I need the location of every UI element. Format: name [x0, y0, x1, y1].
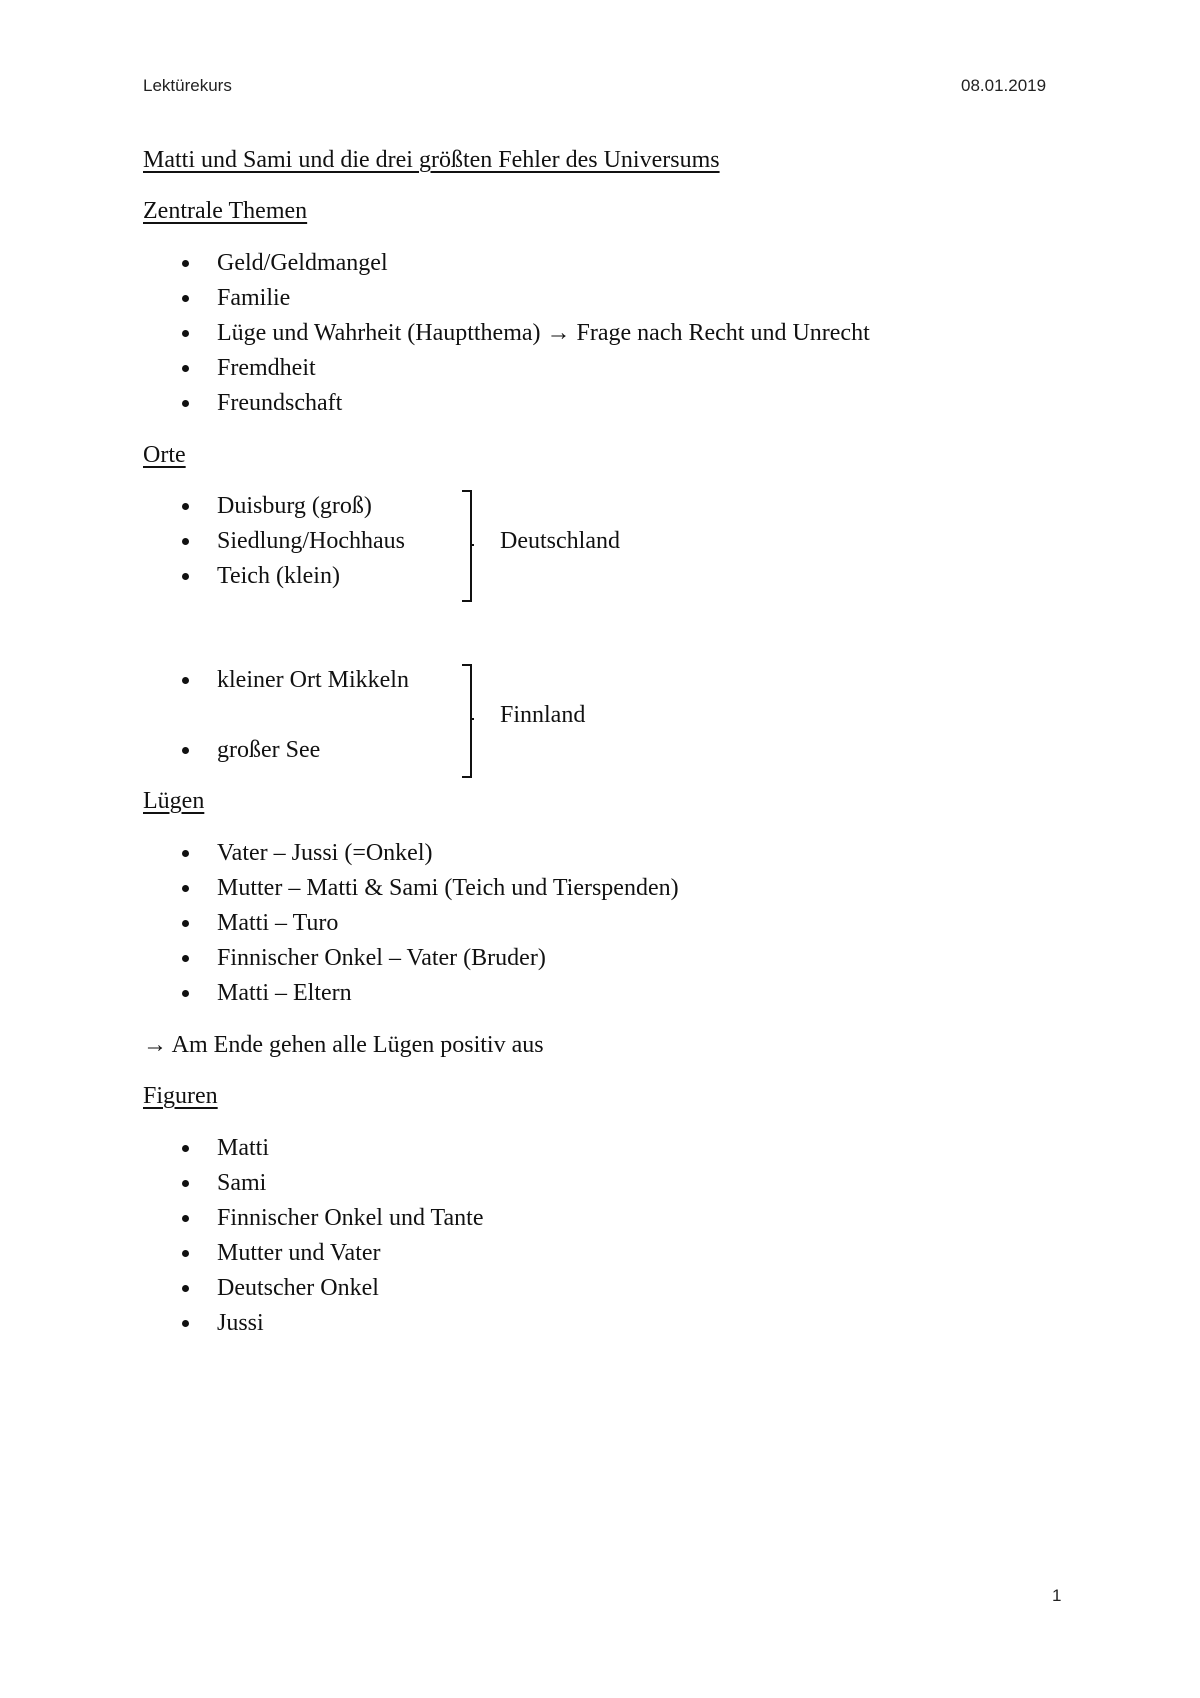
list-item: Siedlung/Hochhaus: [217, 528, 405, 554]
bracket-tick: [471, 718, 474, 720]
bullet-icon: [182, 538, 189, 545]
bullet-icon: [182, 295, 189, 302]
bullet-icon: [182, 990, 189, 997]
bullet-icon: [182, 885, 189, 892]
list-item: kleiner Ort Mikkeln: [217, 667, 409, 693]
list-item: Matti: [217, 1135, 269, 1161]
list-item: Freundschaft: [217, 390, 343, 416]
bullet-icon: [182, 677, 189, 684]
bullet-icon: [182, 1320, 189, 1327]
list-item: Vater – Jussi (=Onkel): [217, 840, 433, 866]
group-label-deutschland: Deutschland: [500, 528, 620, 554]
list-item: Geld/Geldmangel: [217, 250, 388, 276]
list-item: Mutter – Matti & Sami (Teich und Tierspenden): [217, 875, 679, 901]
bullet-icon: [182, 747, 189, 754]
heading-zentrale-themen: Zentrale Themen: [143, 198, 308, 224]
list-item: Familie: [217, 285, 291, 311]
list-item: Lüge und Wahrheit (Hauptthema) → Frage nach Recht und Unrecht: [217, 320, 870, 346]
bracket-tick: [471, 544, 474, 546]
bullet-icon: [182, 850, 189, 857]
list-item: Duisburg (groß): [217, 493, 372, 519]
bullet-icon: [182, 1180, 189, 1187]
list-item: Finnischer Onkel – Vater (Bruder): [217, 945, 546, 971]
bullet-icon: [182, 1250, 189, 1257]
list-item: großer See: [217, 737, 321, 763]
heading-luegen: Lügen: [143, 788, 205, 814]
bullet-icon: [182, 573, 189, 580]
list-item: Finnischer Onkel und Tante: [217, 1205, 484, 1231]
heading-figuren: Figuren: [143, 1083, 218, 1109]
bullet-icon: [182, 365, 189, 372]
list-item: Teich (klein): [217, 563, 340, 589]
list-item: Matti – Turo: [217, 910, 339, 936]
bracket-deutschland: [462, 490, 472, 602]
list-item: Sami: [217, 1170, 267, 1196]
list-item: Jussi: [217, 1310, 264, 1336]
bullet-icon: [182, 1215, 189, 1222]
heading-orte: Orte: [143, 442, 186, 468]
header-course-name: Lektürekurs: [143, 76, 232, 95]
bullet-icon: [182, 955, 189, 962]
list-item: Mutter und Vater: [217, 1240, 381, 1266]
bullet-icon: [182, 260, 189, 267]
bullet-icon: [182, 330, 189, 337]
document-title: Matti und Sami und die drei größten Fehler des Universums: [143, 147, 720, 173]
bullet-icon: [182, 503, 189, 510]
group-label-finnland: Finnland: [500, 702, 586, 728]
bullet-icon: [182, 1285, 189, 1292]
list-item: Fremdheit: [217, 355, 316, 381]
bullet-icon: [182, 400, 189, 407]
bullet-icon: [182, 920, 189, 927]
bracket-finnland: [462, 664, 472, 778]
header-date: 08.01.2019: [961, 76, 1047, 95]
list-item: Matti – Eltern: [217, 980, 352, 1006]
page-number: 1: [1052, 1586, 1062, 1605]
luegen-conclusion: → Am Ende gehen alle Lügen positiv aus: [143, 1032, 544, 1058]
list-item: Deutscher Onkel: [217, 1275, 379, 1301]
bullet-icon: [182, 1145, 189, 1152]
